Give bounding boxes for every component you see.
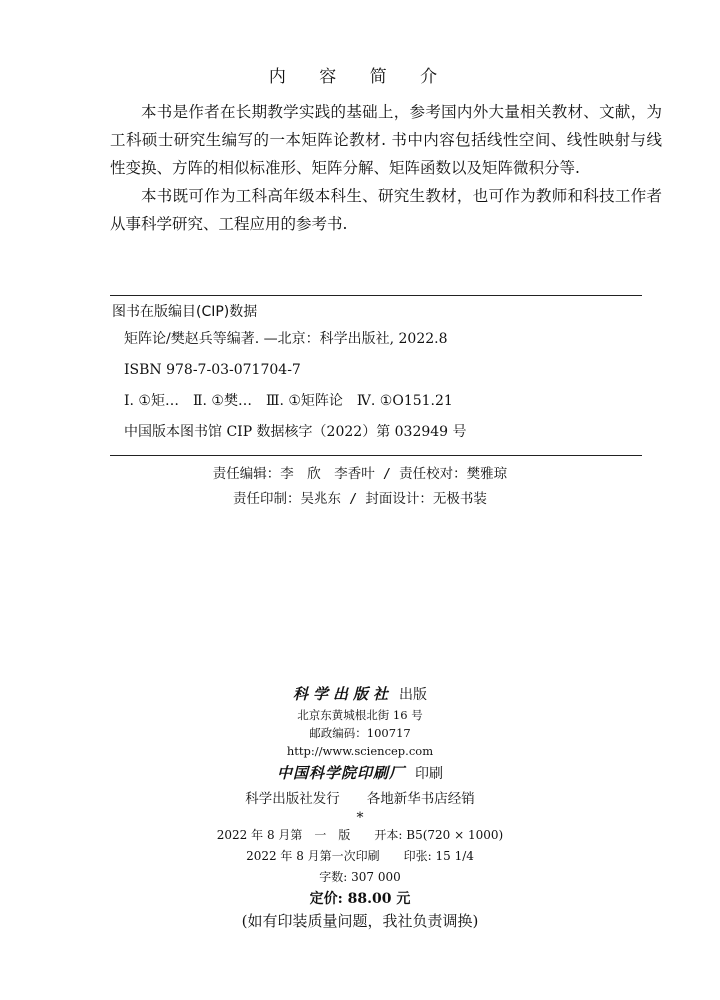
distribution: 科学出版社发行 各地新华书店经销 — [245, 791, 475, 807]
cip-block — [110, 301, 642, 444]
cip-line: ISBN 978-7-03-071704-7 — [124, 362, 301, 378]
page-title: 内 容 简 介 — [268, 67, 452, 87]
publisher-suffix: 出版 — [399, 687, 427, 703]
publisher-postcode: 邮政编码：100717 — [309, 726, 411, 740]
cip-bottom-rule — [110, 455, 642, 456]
printer-name: 中国科学院印刷厂 — [276, 764, 405, 782]
publisher-line — [0, 683, 720, 704]
publisher-address: 北京东黄城根北街 16 号 — [297, 708, 423, 722]
separator-star: * — [356, 810, 364, 826]
intro-paragraph: 本书既可作为工科高年级本科生、研究生教材，也可作为教师和科技工作者从事科学研究、工程应用的参考书. — [110, 187, 662, 233]
cip-heading: 图书在版编目(CIP)数据 — [112, 304, 258, 320]
publisher-name: 科学出版社 — [292, 685, 393, 703]
price: 定价: 88.00 元 — [309, 891, 411, 907]
publisher-url: http://www.sciencep.com — [286, 744, 434, 758]
printer-suffix: 印刷 — [415, 766, 443, 782]
cip-line: 中国版本图书馆 CIP 数据核字（2022）第 032949 号 — [124, 424, 467, 440]
credit-line: 责任印制：吴兆东 / 封面设计：无极书装 — [233, 491, 487, 507]
printer-line — [0, 762, 720, 783]
intro-paragraph: 本书是作者在长期教学实践的基础上，参考国内外大量相关教材、文献，为工科硕士研究生编写的一本矩阵论教材. 书中内容包括线性空间、线性映射与线性变换、方阵的相似标准形、矩阵分解、矩阵函数以及矩阵微积分等. — [110, 103, 662, 177]
word-count: 字数: 307 000 — [319, 870, 401, 884]
credits — [0, 462, 720, 512]
cip-line: 矩阵论/樊赵兵等编著. —北京：科学出版社, 2022.8 — [124, 331, 448, 347]
cip-line: Ⅰ. ①矩… Ⅱ. ①樊… Ⅲ. ①矩阵论 Ⅳ. ①O151.21 — [124, 393, 453, 409]
quality-notice: (如有印装质量问题，我社负责调换) — [241, 912, 479, 930]
edition-line: 2022 年 8 月第 一 版 开本: B5(720 × 1000) — [216, 828, 504, 842]
credit-line: 责任编辑：李 欣 李香叶 / 责任校对：樊雅琼 — [212, 466, 508, 482]
cip-top-rule — [110, 295, 642, 296]
imprint-block — [0, 683, 720, 932]
introduction — [110, 98, 662, 238]
edition-line: 2022 年 8 月第一次印刷 印张: 15 1/4 — [246, 849, 474, 863]
